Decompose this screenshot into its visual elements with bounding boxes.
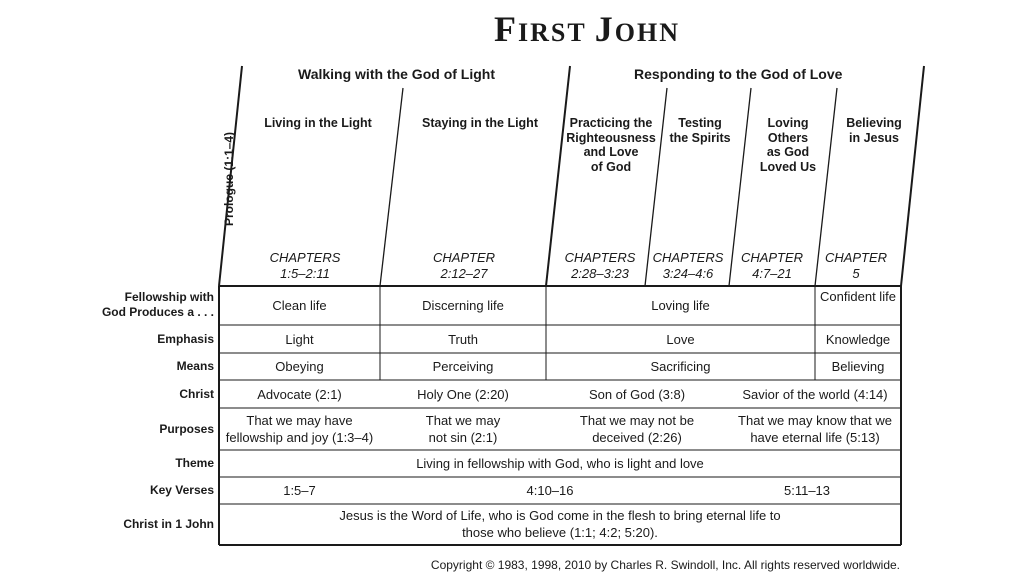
division-heading: Believing in Jesus [846, 116, 902, 145]
chapter-range: CHAPTER 5 [824, 250, 888, 281]
division-heading: Staying in the Light [422, 116, 538, 130]
chapter-range: CHAPTER 2:12–27 [432, 250, 496, 281]
row-label-fellowship: Fellowship with God Produces a . . . [101, 290, 214, 319]
table-cell: Truth [448, 332, 478, 347]
row-label-means: Means [176, 359, 214, 373]
copyright-notice: Copyright © 1983, 1998, 2010 by Charles R. Swindoll, Inc. All rights reserved worldwide. [430, 558, 900, 572]
table-cell: That we may not be deceived (2:26) [579, 413, 695, 445]
chapter-range: CHAPTER 4:7–21 [740, 250, 804, 281]
table-cell: Son of God (3:8) [588, 387, 686, 402]
page-title: FIRST JOHN [494, 9, 680, 49]
table-cell: Knowledge [825, 332, 891, 347]
prologue-label: Prologue (1:1–4) [222, 131, 236, 226]
table-cell: Confident life [820, 289, 896, 304]
division-heading: Practicing the Righteousness and Love of God [566, 116, 656, 174]
row-label-theme: Theme [175, 456, 214, 470]
table-cell: Believing [831, 359, 885, 374]
section-title-love: Responding to the God of Love [634, 66, 843, 82]
table-cell: Sacrificing [650, 359, 711, 374]
table-cell: Love [666, 332, 695, 347]
row-label-christ-in-1-john: Christ in 1 John [123, 517, 214, 531]
table-cell: Clean life [272, 298, 327, 313]
row-label-key-verses: Key Verses [149, 483, 214, 497]
table-cell: Advocate (2:1) [257, 387, 342, 402]
row-label-christ: Christ [179, 387, 214, 401]
table-cell: Obeying [275, 359, 324, 374]
table-cell: Perceiving [432, 359, 494, 374]
chapter-range: CHAPTERS 1:5–2:11 [269, 250, 341, 281]
division-heading: Living in the Light [264, 116, 372, 130]
table-cell: 5:11–13 [783, 483, 831, 498]
row-label-emphasis: Emphasis [157, 332, 214, 346]
table-cell: Loving life [651, 298, 710, 313]
table-cell: Living in fellowship with God, who is light and love [416, 456, 704, 471]
table-cell: Holy One (2:20) [417, 387, 509, 402]
table-cell: 1:5–7 [283, 483, 316, 498]
row-label-purposes: Purposes [159, 422, 214, 436]
table-cell: Savior of the world (4:14) [742, 387, 888, 402]
division-heading: Testing the Spirits [669, 116, 731, 145]
table-cell: That we may not sin (2:1) [425, 413, 501, 445]
chapter-range: CHAPTERS 3:24–4:6 [652, 250, 724, 281]
division-heading: Loving Others as God Loved Us [759, 116, 817, 174]
table-cell: Discerning life [422, 298, 504, 313]
section-title-light: Walking with the God of Light [298, 66, 496, 82]
table-cell: Jesus is the Word of Life, who is God come in the flesh to bring eternal life to those who believe (1:1; 4:2; 5:20). [339, 508, 781, 540]
table-cell: That we may have fellowship and joy (1:3–4) [225, 413, 374, 445]
table-cell: That we may know that we have eternal life (5:13) [738, 413, 892, 445]
table-cell: Light [285, 332, 314, 347]
chapter-range: CHAPTERS 2:28–3:23 [564, 250, 636, 281]
table-cell: 4:10–16 [526, 483, 574, 498]
